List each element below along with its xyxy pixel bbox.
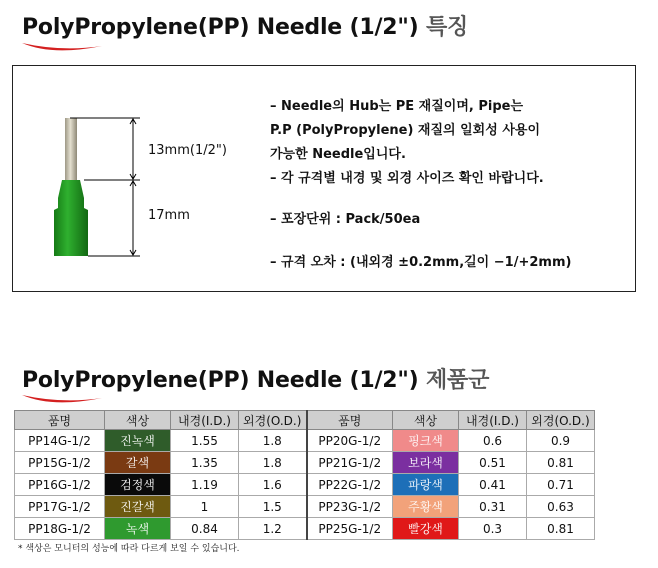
cell-color-swatch: 파랑색 [393,474,459,496]
table-row [15,496,595,518]
description-line: P.P (PolyPropylene) 재질의 일회성 사용이 [270,123,540,138]
dimension-hub-length: 17mm [148,208,190,223]
cell-inner-diameter: 0.51 [459,452,527,474]
cell-color-swatch: 진갈색 [105,496,171,518]
section-title-products [22,363,489,394]
col-header-model: 품명 [307,411,393,430]
hub-shape [54,180,88,256]
cell-outer-diameter: 0.71 [527,474,595,496]
col-header-id: 내경(I.D.) [171,411,239,430]
description-line: – 규격 오차 : (내외경 ±0.2mm,길이 −1/+2mm) [270,255,572,270]
description-line: – 각 규격별 내경 및 외경 사이즈 확인 바랍니다. [270,171,544,186]
table-header-row [15,411,595,430]
cell-outer-diameter: 1.8 [239,430,307,452]
pipe-shape [65,118,77,180]
cell-color-swatch: 주황색 [393,496,459,518]
cell-inner-diameter: 1.55 [171,430,239,452]
cell-model: PP14G-1/2 [15,430,105,452]
table-row [15,518,595,540]
table-row [15,430,595,452]
cell-inner-diameter: 0.84 [171,518,239,540]
cell-outer-diameter: 1.5 [239,496,307,518]
table-row [15,474,595,496]
table-row [15,452,595,474]
cell-outer-diameter: 1.8 [239,452,307,474]
cell-model: PP15G-1/2 [15,452,105,474]
description-line: – 포장단위 : Pack/50ea [270,212,421,227]
section-title-features [22,10,468,41]
section-title-main: PolyPropylene(PP) Needle (1/2") [22,15,419,40]
cell-model: PP23G-1/2 [307,496,393,518]
red-swoosh-icon [22,392,102,408]
description-line: – Needle의 Hub는 PE 재질이며, Pipe는 [270,99,524,114]
cell-color-swatch: 보라색 [393,452,459,474]
cell-color-swatch: 핑크색 [393,430,459,452]
cell-inner-diameter: 0.41 [459,474,527,496]
dimension-pipe-length: 13mm(1/2") [148,143,227,158]
cell-model: PP17G-1/2 [15,496,105,518]
color-disclaimer-note: * 색상은 모니터의 성능에 따라 다르게 보일 수 있습니다. [18,544,240,554]
cell-model: PP16G-1/2 [15,474,105,496]
spec-table [14,410,595,540]
cell-inner-diameter: 1 [171,496,239,518]
cell-inner-diameter: 0.6 [459,430,527,452]
cell-outer-diameter: 1.2 [239,518,307,540]
col-header-od: 외경(O.D.) [527,411,595,430]
red-swoosh-icon [22,40,102,56]
cell-outer-diameter: 0.81 [527,518,595,540]
cell-model: PP22G-1/2 [307,474,393,496]
cell-color-swatch: 갈색 [105,452,171,474]
section-title-main: PolyPropylene(PP) Needle (1/2") [22,368,419,393]
cell-model: PP20G-1/2 [307,430,393,452]
cell-outer-diameter: 0.63 [527,496,595,518]
cell-outer-diameter: 0.81 [527,452,595,474]
col-header-id: 내경(I.D.) [459,411,527,430]
section-title-sub: 제품군 [425,368,490,393]
cell-color-swatch: 녹색 [105,518,171,540]
col-header-model: 품명 [15,411,105,430]
cell-inner-diameter: 0.3 [459,518,527,540]
cell-inner-diameter: 1.19 [171,474,239,496]
cell-color-swatch: 빨강색 [393,518,459,540]
cell-model: PP25G-1/2 [307,518,393,540]
cell-color-swatch: 진녹색 [105,430,171,452]
section-title-sub: 특징 [425,15,469,40]
cell-model: PP21G-1/2 [307,452,393,474]
cell-outer-diameter: 1.6 [239,474,307,496]
cell-color-swatch: 검정색 [105,474,171,496]
cell-inner-diameter: 1.35 [171,452,239,474]
needle-illustration [40,100,160,270]
cell-outer-diameter: 0.9 [527,430,595,452]
cell-model: PP18G-1/2 [15,518,105,540]
description-line: 가능한 Needle입니다. [270,147,406,162]
col-header-od: 외경(O.D.) [239,411,307,430]
cell-inner-diameter: 0.31 [459,496,527,518]
col-header-color: 색상 [393,411,459,430]
col-header-color: 색상 [105,411,171,430]
